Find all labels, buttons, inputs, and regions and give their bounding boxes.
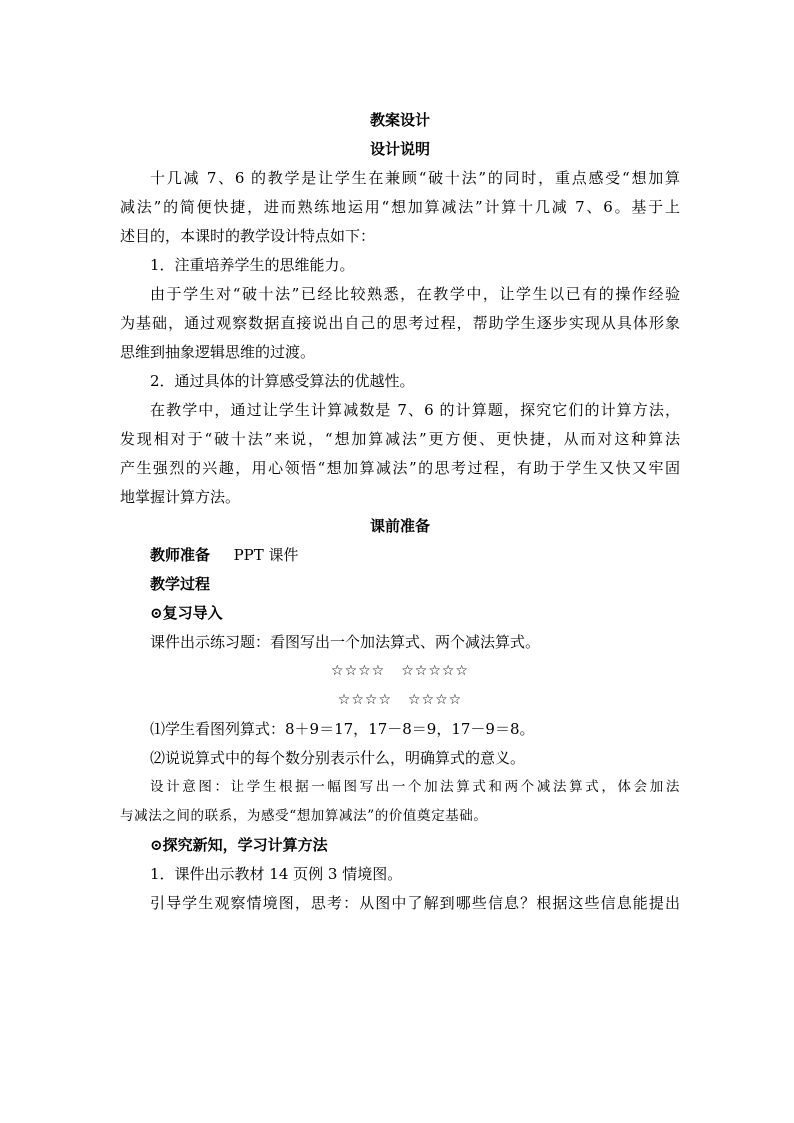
point-2-line-1: 在教学中，通过让学生计算减数是 7、6 的计算题，探究它们的计算方法， xyxy=(150,401,680,419)
item-1: ⑴学生看图列算式：8＋9＝17，17－8＝9，17－9＝8。 xyxy=(150,720,535,738)
point-1-line-3: 思维到抽象逻辑思维的过渡。 xyxy=(120,343,316,361)
point-2-line-2: 发现相对于“破十法”来说，“想加算减法”更方便、更快捷，从而对这种算法 xyxy=(120,430,680,448)
stars-group-2a: ☆☆☆☆ xyxy=(337,692,392,708)
intro-line-2: 减法”的简便快捷，进而熟练地运用“想加算减法”计算十几减 7、6。基于上 xyxy=(120,198,680,216)
item-2: ⑵说说算式中的每个数分别表示什么，明确算式的意义。 xyxy=(150,749,526,767)
point-1-line-2: 为基础，通过观察数据直接说出自己的思考过程，帮助学生逐步实现从具体形象 xyxy=(120,314,680,332)
design-note-line-1: 设计意图：让学生根据一幅图写出一个加法算式和两个减法算式，体会加法 xyxy=(150,779,680,795)
document-content xyxy=(120,106,680,918)
stars-group-2b: ☆☆☆☆ xyxy=(408,692,463,708)
section-2-line: 引导学生观察情境图，思考：从图中了解到哪些信息？根据这些信息能提出 xyxy=(150,894,680,912)
stars-row-2 xyxy=(120,686,680,715)
point-2-heading: 2．通过具体的计算感受算法的优越性。 xyxy=(150,372,415,390)
prep-heading: 课前准备 xyxy=(369,517,430,535)
stars-group-1b: ☆☆☆☆☆ xyxy=(401,663,469,679)
document-title: 教案设计 xyxy=(369,111,430,129)
stars-group-1a: ☆☆☆☆ xyxy=(331,663,386,679)
point-2-line-3: 产生强烈的兴趣，用心领悟“想加算减法”的思考过程，有助于学生又快又牢固 xyxy=(120,459,680,477)
intro-line-1: 十几减 7、6 的教学是让学生在兼顾“破十法”的同时，重点感受“想加算 xyxy=(150,169,680,187)
point-2-line-4: 地掌握计算方法。 xyxy=(120,488,241,506)
teacher-prep-label: 教师准备 xyxy=(150,546,211,564)
teacher-prep-row xyxy=(120,541,680,570)
design-note-line-2: 与减法之间的联系，为感受“想加算减法”的价值奠定基础。 xyxy=(120,808,488,824)
section-2-heading: ⊙探究新知，学习计算方法 xyxy=(150,836,328,854)
section-2-item-1: 1．课件出示教材 14 页例 3 情境图。 xyxy=(150,865,403,883)
section-1-heading: ⊙复习导入 xyxy=(150,604,223,622)
point-1-line-1: 由于学生对“破十法”已经比较熟悉，在教学中，让学生以已有的操作经验 xyxy=(150,285,680,303)
stars-row-1 xyxy=(120,657,680,686)
point-1-heading: 1．注重培养学生的思维能力。 xyxy=(150,256,355,274)
teacher-prep-value: PPT 课件 xyxy=(233,546,299,564)
process-heading: 教学过程 xyxy=(150,575,211,593)
section-1-line: 课件出示练习题：看图写出一个加法算式、两个减法算式。 xyxy=(150,633,541,651)
intro-line-3: 述目的，本课时的教学设计特点如下： xyxy=(120,227,376,245)
section-subtitle: 设计说明 xyxy=(369,140,430,158)
